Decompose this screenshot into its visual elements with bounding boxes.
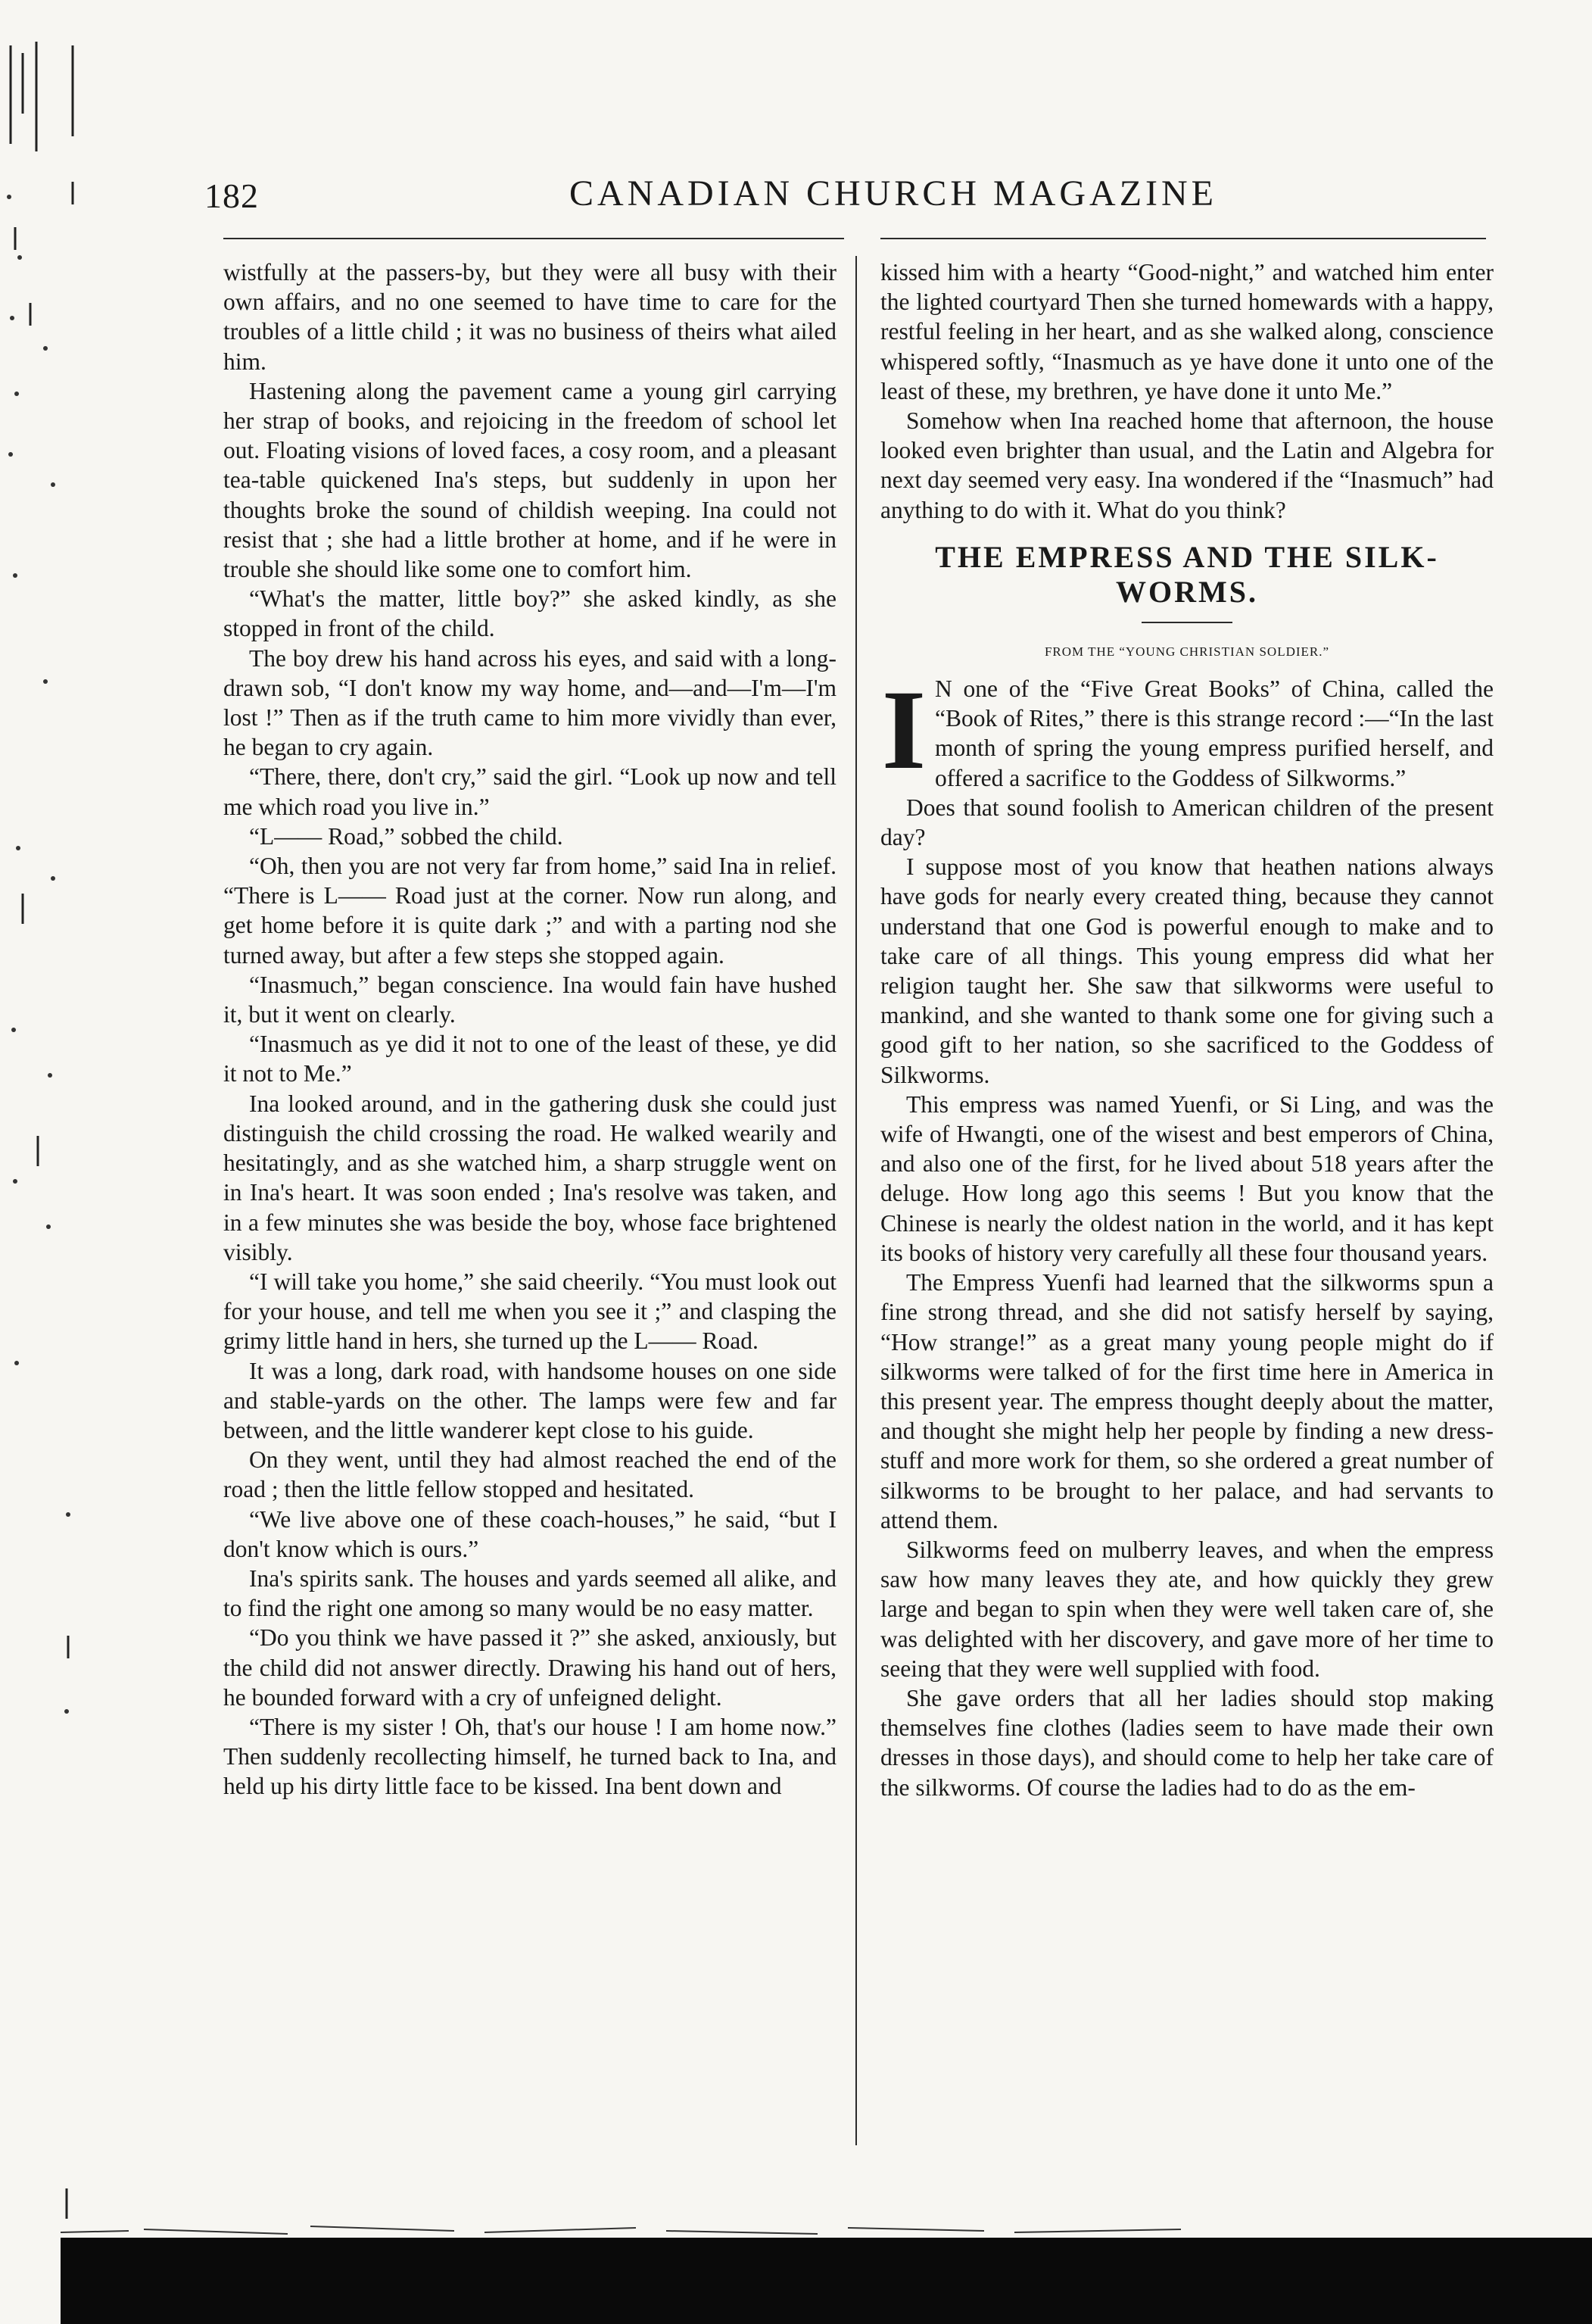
page-number: 182	[204, 176, 259, 215]
scan-bottom-noise	[61, 2217, 1196, 2238]
paragraph: This empress was named Yuenfi, or Si Ling, and was the wife of Hwangti, one of the wisest and best emperors of China, and also one of the first, for he lived about 518 years after the deluge. How long ago this seems ! But you know that the Chinese is nearly the oldest nation in the world, and it has kept its books of history very carefully all these four thousand years.	[880, 1090, 1494, 1266]
title-rule	[1142, 622, 1232, 623]
paragraph: The boy drew his hand across his eyes, and said with a long-drawn sob, “I don't know my way home, and—and—I'm—I'm lost !” Then as if the truth came to him more vividly than ever, he began to cry again.	[223, 644, 837, 761]
paragraph: Somehow when Ina reached home that afternoon, the house looked even brighter than usual, and the Latin and Algebra for next day seemed very easy. Ina wondered if the “Inasmuch” had anything to do with it. What do you think?	[880, 407, 1494, 523]
paragraph: “L—— Road,” sobbed the child.	[249, 822, 563, 850]
paragraph: wistfully at the passers-by, but they were all busy with their own affairs, and no one seemed to have time to care for the troubles of a little child ; it was no business of theirs what ailed him.	[223, 259, 837, 375]
left-column	[223, 257, 837, 2196]
paragraph: “There is my sister ! Oh, that's our house ! I am home now.” Then suddenly recollecting himself, he turned back to Ina, and held up his dirty little face to be kissed. Ina bent down and	[223, 1713, 837, 1800]
paragraph: Ina's spirits sank. The houses and yards seemed all alike, and to find the right one among so many would be no easy matter.	[223, 1564, 837, 1622]
paragraph: Ina looked around, and in the gathering dusk she could just distinguish the child crossing the road. He walked wearily and hesitatingly, and as she watched him, a sharp struggle went on in Ina's heart. It was soon ended ; Ina's resolve was taken, and in a few minutes she was beside the boy, whose face brightened visibly.	[223, 1090, 837, 1265]
article-title: THE EMPRESS AND THE SILK-WORMS.	[935, 539, 1439, 609]
running-title: CANADIAN CHURCH MAGAZINE	[569, 173, 1217, 214]
paragraph: Hastening along the pavement came a young girl carrying her strap of books, and rejoicing in the freedom of school let out. Floating visions of loved faces, a cosy room, and a pleasant tea-table quickened Ina's steps, but suddenly in upon her thoughts broke the sound of childish weeping. Ina could not resist that ; she had a little brother at home, and if he were in trouble she should like some one to comfort him.	[223, 377, 837, 583]
paragraph: “Inasmuch as ye did it not to one of the least of these, ye did it not to Me.”	[223, 1031, 837, 1087]
paragraph: “We live above one of these coach-houses,” he said, “but I don't know which is ours.”	[223, 1505, 837, 1562]
page-header	[204, 173, 1491, 226]
column-divider	[855, 256, 857, 2145]
paragraph: “I will take you home,” she said cheerily. “You must look out for your house, and tell me when you see it ;” and clasping the grimy little hand in hers, she turned up the L—— Road.	[223, 1268, 837, 1355]
paragraph: kissed him with a hearty “Good-night,” and watched him enter the lighted courtyard Then she turned homewards with a happy, restful feeling in her heart, and as she walked along, conscience whispered softly, “Inasmuch as ye have done it unto one of the least of these, my brethren, ye have done it unto Me.”	[880, 259, 1494, 404]
paragraph: She gave orders that all her ladies should stop making themselves fine clothes (ladies seem to have made their own dresses in those days), and should come to help her take care of the silkworms. Of course the ladies had to do as the em-	[880, 1684, 1494, 1801]
paragraph: “What's the matter, little boy?” she asked kindly, as she stopped in front of the child.	[223, 585, 837, 642]
header-rule-left	[223, 238, 844, 239]
paragraph: Silkworms feed on mulberry leaves, and when the empress saw how many leaves they ate, and how quickly they grew large and began to spin when they were well taken care of, she was delighted with her discovery, and gave more of her time to seeing that they were well supplied with food.	[880, 1536, 1494, 1682]
source-attribution: FROM THE “YOUNG CHRISTIAN SOLDIER.”	[1044, 644, 1330, 659]
paragraph: The Empress Yuenfi had learned that the silkworms spun a fine strong thread, and she did not satisfy herself by saying, “How strange!” as a great many young people might do if silkworms were talked of for the first time here in America in this present year. The empress thought deeply about the matter, and thought she might help her people by finding a new dress-stuff and more work for them, so she ordered a great number of silkworms to be brought to her palace, and had servants to attend them.	[880, 1269, 1494, 1533]
opening-paragraph	[880, 667, 1494, 794]
paragraph: “There, there, don't cry,” said the girl. “Look up now and tell me which road you live in.”	[223, 763, 837, 820]
scan-edge-marks	[0, 0, 83, 2324]
paragraph: Does that sound foolish to American children of the present day?	[880, 794, 1494, 851]
paragraph: “Inasmuch,” began conscience. Ina would fain have hushed it, but it went on clearly.	[223, 971, 837, 1028]
paragraph: I suppose most of you know that heathen nations always have gods for nearly every created thing, because they cannot understand that one God is powerful enough to make and to take care of all things. This young empress did what her religion taught her. She saw that silkworms were useful to mankind, and she wanted to thank some one for giving such a good gift to her nation, so she sacrificed to the Goddess of Silkworms.	[880, 853, 1494, 1088]
right-column	[880, 257, 1494, 2196]
paragraph: “Do you think we have passed it ?” she asked, anxiously, but the child did not answer directly. Drawing his hand out of hers, he bounded forward with a cry of unfeigned delight.	[223, 1624, 837, 1711]
paragraph: It was a long, dark road, with handsome houses on one side and stable-yards on the other. The lamps were few and far between, and the little wanderer kept close to his guide.	[223, 1357, 837, 1443]
paragraph: On they went, until they had almost reached the end of the road ; then the little fellow stopped and hesitated.	[223, 1446, 837, 1503]
drop-cap: I	[881, 667, 927, 794]
scan-bottom-band	[61, 2238, 1592, 2324]
paragraph: “Oh, then you are not very far from home,” said Ina in relief. “There is L—— Road just at the corner. Now run along, and get home before it is quite dark ;” and with a parting nod she turned away, but after a few steps she stopped again.	[223, 853, 837, 969]
opening-paragraph-text: N one of the “Five Great Books” of China, called the “Book of Rites,” there is this strange record :—“In the last month of spring the young empress purified herself, and offered a sacrifice to the Goddess of Silkworms.”	[935, 675, 1494, 791]
header-rule-right	[880, 238, 1486, 239]
